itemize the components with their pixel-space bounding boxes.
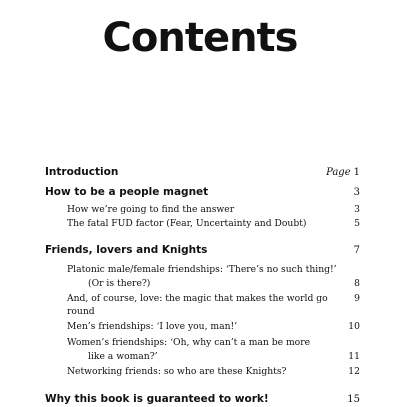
toc-entry-label: The fatal FUD factor (Fear, Uncertainty and Doubt) [67,218,307,229]
page-number: 3 [353,187,360,198]
toc-entry-fud[interactable] [45,217,360,230]
toc-entry-page [326,165,360,180]
page-number: 5 [354,218,360,229]
toc-entry-label: like a woman?’ [88,351,158,362]
toc-entry-label: How to be a people magnet [45,186,209,198]
toc-entry-label: Why this book is guaranteed to work! [45,393,269,405]
toc-entry-label: Men’s friendships: ‘I love you, man!’ [67,321,238,332]
page-number: 12 [348,366,360,377]
toc-entry-friends-lovers[interactable] [45,243,360,258]
page-number: 8 [354,278,360,289]
toc-entry-womens-cont[interactable] [45,350,360,363]
page-title: Contents [102,15,298,61]
toc-entry-label: Introduction [45,166,119,178]
toc-entry-label: Networking friends: so who are these Knights? [67,366,287,377]
toc-entry-people-magnet[interactable] [45,185,360,200]
toc-entry-label: Women’s friendships: ‘Oh, why can’t a man be more [67,337,311,348]
toc-entry-find-answer[interactable] [45,203,360,216]
toc-entry-platonic-cont[interactable] [45,277,360,290]
page-number: 15 [347,394,360,405]
page-number: 7 [353,245,360,256]
page-number: 3 [354,204,360,215]
table-of-contents [45,165,360,407]
toc-entry-label: How we’re going to find the answer [67,204,235,215]
page-label: Page [326,167,351,178]
toc-entry-label: Platonic male/female friendships: ‘There’s no such thing!’ [67,264,337,275]
toc-entry-label: (Or is there?) [88,278,151,289]
toc-entry-womens[interactable] [45,336,360,349]
page-number: 1 [353,167,360,178]
toc-entry-love[interactable] [45,292,360,318]
toc-entry-label: And, of course, love: the magic that makes the world go round [67,293,328,317]
page-number: 10 [348,321,360,332]
toc-entry-introduction[interactable] [45,165,360,180]
toc-entry-label: Friends, lovers and Knights [45,244,208,256]
toc-entry-mens[interactable] [45,320,360,333]
page-number: 11 [348,351,360,362]
page-number: 9 [354,293,360,304]
toc-entry-networking[interactable] [45,365,360,378]
toc-entry-platonic[interactable] [45,263,360,276]
